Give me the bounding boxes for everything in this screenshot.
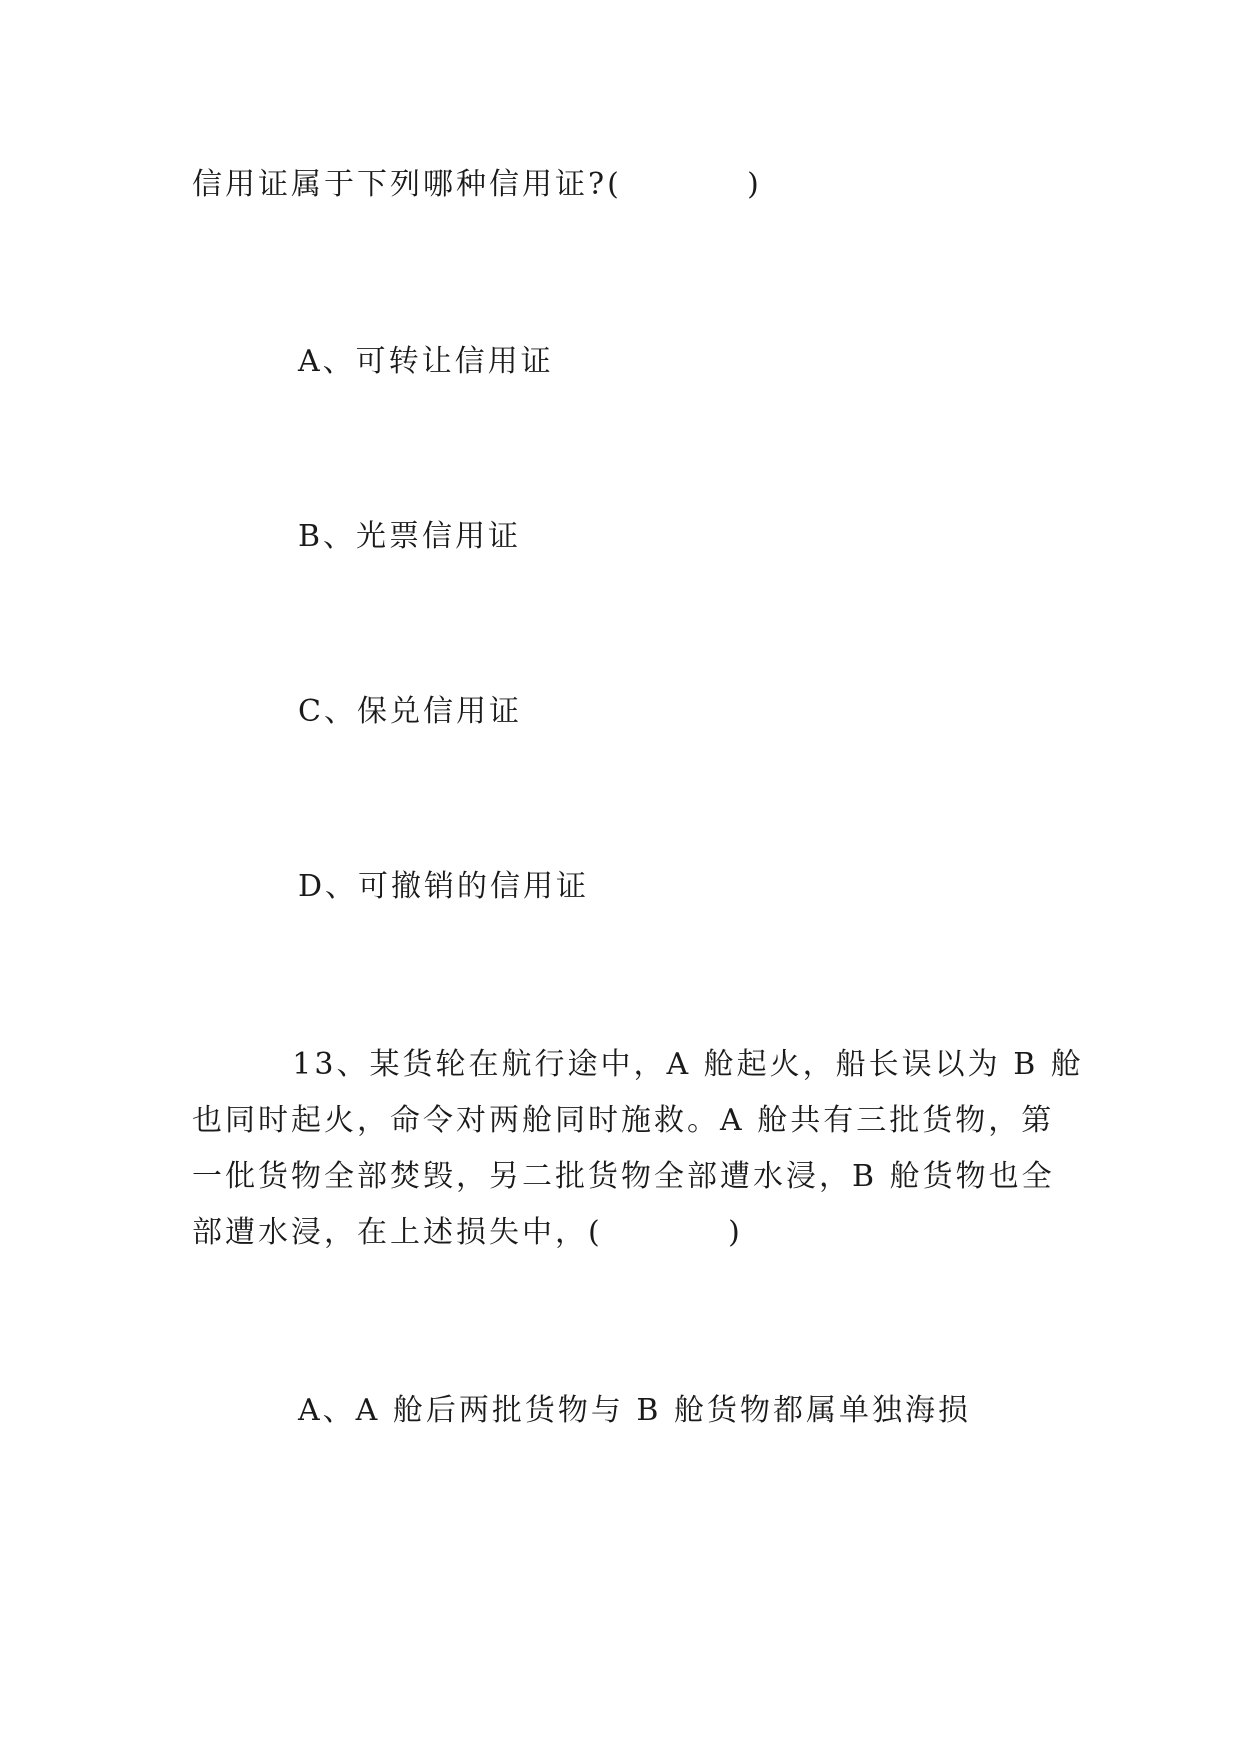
question-12-option-d: D、可撤销的信用证 <box>298 869 590 904</box>
question-12-option-a: A、可转让信用证 <box>298 344 554 379</box>
question-13-stem-line-1: 13、某货轮在航行途中，A 舱起火，船长误以为 B 舱 <box>192 1047 1084 1082</box>
question-12-option-b: B、光票信用证 <box>298 519 522 554</box>
question-12-stem-tail: 信用证属于下列哪种信用证?( ) <box>192 167 762 202</box>
question-13-stem-line-3: 一仳货物全部焚毁，另二批货物全部遭水浸，B 舱货物也全 <box>192 1159 1055 1194</box>
question-13-option-a: A、A 舱后两批货物与 B 舱货物都属单独海损 <box>298 1393 971 1428</box>
question-13-stem-line-2: 也同时起火，命令对两舱同时施救。A 舱共有三批货物，第 <box>192 1103 1055 1138</box>
question-12-option-c: C、保兑信用证 <box>298 694 522 729</box>
question-13-stem-line-4: 部遭水浸，在上述损失中，( ) <box>192 1215 743 1250</box>
